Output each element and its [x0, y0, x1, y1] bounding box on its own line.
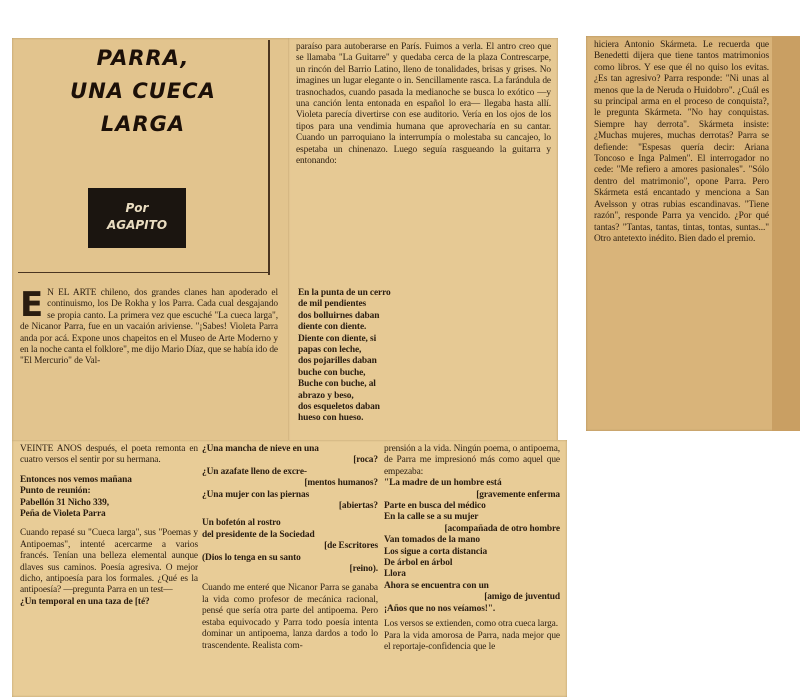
column-2-text [296, 42, 551, 282]
verse-line: En la calle se a su mujer [384, 512, 479, 523]
verse-line: [de Escritores [324, 541, 378, 552]
verse-line: Los sigue a corta distancia [384, 546, 488, 557]
verse-line: Diente con diente, si [298, 333, 377, 344]
column-5-paragraph: Cuando me enteré que Nicanor Parra se ganaba la vida como profesor de mecánica racional, pensé que sería otra parte del antipoema. Pero estaba equivocado y Parra todo poesía intenta dominar un antipoema, lanza dardos a todo lo trascendente. Realista com- [202, 583, 378, 651]
verse-line: Pabellón 31 Nicho 339, [20, 497, 109, 508]
verse-line: [mentos humanos? [304, 478, 378, 489]
title-line-2: UNA CUECA [70, 79, 216, 103]
drop-cap-letter: E [20, 288, 44, 325]
title-line-3: LARGA [100, 112, 186, 136]
column-6-paragraph-b: Los versos se extienden, como otra cueca larga. [384, 619, 558, 630]
verse-line: abrazo y beso, [298, 390, 354, 401]
verse-line: [reino). [349, 564, 378, 575]
title-frame-right-rule [268, 40, 270, 275]
verse-line: De árbol en árbol [384, 558, 453, 569]
verse-line: Un bofetón al rostro [202, 518, 281, 529]
verse-line: Van tomados de la mano [384, 535, 480, 546]
right-edge-shadow [772, 36, 800, 431]
column-4 [20, 444, 198, 694]
verse-line: En la punta de un cerro [298, 288, 391, 298]
byline-prefix: Por [125, 201, 149, 215]
column-4-paragraph: Cuando repasé su "Cueca larga", sus "Poemas y Antipoemas", intenté acercarme a varios francés. Tenían una belleza elemental aunque dlaves sus caminos. Poesía agresiva. O mejor dicho, antipoesía para los formales. ¿Qué es la antipoesía? —pregunta Parra en un test— [20, 528, 198, 596]
column-3-paragraph: hiciera Antonio Skármeta. Le recuerda que Benedetti dijera que tiene tantos matrimonios como libros. Y ese que él no quiso los evitas. ¿Es tan agresivo? Parra responde: "Ni unas al menos que la de Neruda o Huidobro". ¿Cuál es su principal arma en el proceso de conquista?, le pregunta Skármeta. "No hay conquistas. Siempre hay derrota". Skármeta insiste: ¿Muchas mujeres, muchas derrotas? Parra se defiende: "Espesas quería decir: Ariana Toncoso e Inga Palmen". El interrogador no cede: "Me refiero a amores pasionales". "Sólo dentro del matrimonio", opone Parra. Pero Skármeta está encantado y menciona a San Avelsson y otras rubias escandinavas. "Tiene razón", responde Parra ya vencido. ¿Por qué tantas? "Tantas, tantas, tintas, tontas, suntas..." Otro antetexto inédito. Bien dado el premio. [594, 40, 769, 244]
title-frame-bottom-rule [18, 272, 270, 273]
verse-line: [amigo de juventud [484, 592, 560, 603]
verse-line: "La madre de un hombre está [384, 478, 502, 489]
verse-line: [gravemente enferma [476, 489, 560, 500]
article-title [18, 42, 268, 141]
column-6 [384, 444, 560, 694]
column-2-paragraph: paraíso para autoberarse en París. Fuimos a verla. El antro creo que se llamaba "La Guitarre" y quedaba cerca de la plaza Contrescarpe, un rincón del Barrio Latino, lleno de tonalidades, brisas y grises. No imagines un lugar elegante o in. Sencillamente rasca. La farándula de trasnochados, cuando pasada la medianoche se busca lo exótico —y una canción lenta entonada en español lo era— llegaba hasta allí. Violeta parecía divertirse con ese auditorio. Vería en los ojos de los tipos para una vendimia humana que aprovecharía en su cantar. Cuando un parroquiano la interrumpía o molestaba su cancajeo, lo espetaba un chinenazo. Luego seguía rasgueando la guitarra y entonando: [296, 42, 551, 167]
verse-line: Entonces nos vemos mañana [20, 474, 132, 485]
verse-line: Parte en busca del médico [384, 501, 486, 512]
byline-box [88, 188, 186, 248]
verse-line: del presidente de la Sociedad [202, 529, 315, 540]
column-5 [202, 444, 378, 694]
verse-line: (Dios lo tenga en su santo [202, 552, 301, 563]
verse-line: de mil pendientes [298, 299, 367, 310]
column-2-verse [298, 288, 550, 438]
verse-line: dos esqueletos daban [298, 402, 380, 413]
verse-line: Buche con buche, al [298, 379, 376, 390]
verse-line: ¿Un azafate lleno de excre- [202, 466, 307, 477]
verse-line: diente con diente. [298, 322, 367, 333]
column-4-lead: VEINTE AÑOS después, el poeta remonta en cuatro versos el sentir por su hermana. [20, 444, 198, 466]
verse-line: Ahora se encuentra con un [384, 580, 489, 591]
verse-line: ¡Años que no nos veíamos!". [384, 603, 496, 614]
column-6-paragraph-c: Para la vida amorosa de Parra, nada mejor que el reportaje-confidencia que le [384, 630, 560, 652]
verse-line: Llora [384, 569, 406, 580]
verse-line: papas con leche, [298, 345, 362, 356]
verse-line: ¿Una mancha de nieve en una [202, 444, 319, 454]
verse-line: Peña de Violeta Parra [20, 509, 106, 520]
verse-line: [roca? [353, 455, 378, 466]
column-3-text [594, 40, 769, 426]
verse-line: Punto de reunión: [20, 486, 91, 497]
verse-line: [abiertas? [338, 501, 378, 512]
verse-line: dos bolluirnes daban [298, 310, 380, 321]
byline-name: AGAPITO [106, 218, 168, 232]
column-6-paragraph-a: prensión a la vida. Ningún poema, o antipoema, de Parra me impresionó más como aquel que empezaba: [384, 444, 560, 477]
verse-line: buche con buche, [298, 367, 366, 378]
verse-line: hueso con hueso. [298, 413, 364, 424]
verse-line: dos pojarilles daban [298, 356, 377, 367]
column-4-last-line: ¿Un temporal en una taza de [té? [20, 596, 150, 607]
intro-paragraph: N EL ARTE chileno, dos grandes clanes han apoderado el continuismo, los De Rokha y los Parra. Cada cual desgajando se propia canto. La primera vez que escuché "La cueca larga", de Nicanor Parra, fue en un vacaión ariviense. "¡Sabes! Violeta Parra anda por acá. Expone unos chapeitos en el Museo de Arte Moderno y en la noche canta el folklore", me dijo Mario Díaz, que se había ido de "El Mercurio" de Val- [20, 288, 278, 367]
column-1-intro [20, 288, 278, 438]
verse-line: [acompañada de otro hombre [444, 523, 560, 534]
title-line-1: PARRA, [96, 46, 190, 70]
verse-line: ¿Una mujer con las piernas [202, 489, 310, 500]
